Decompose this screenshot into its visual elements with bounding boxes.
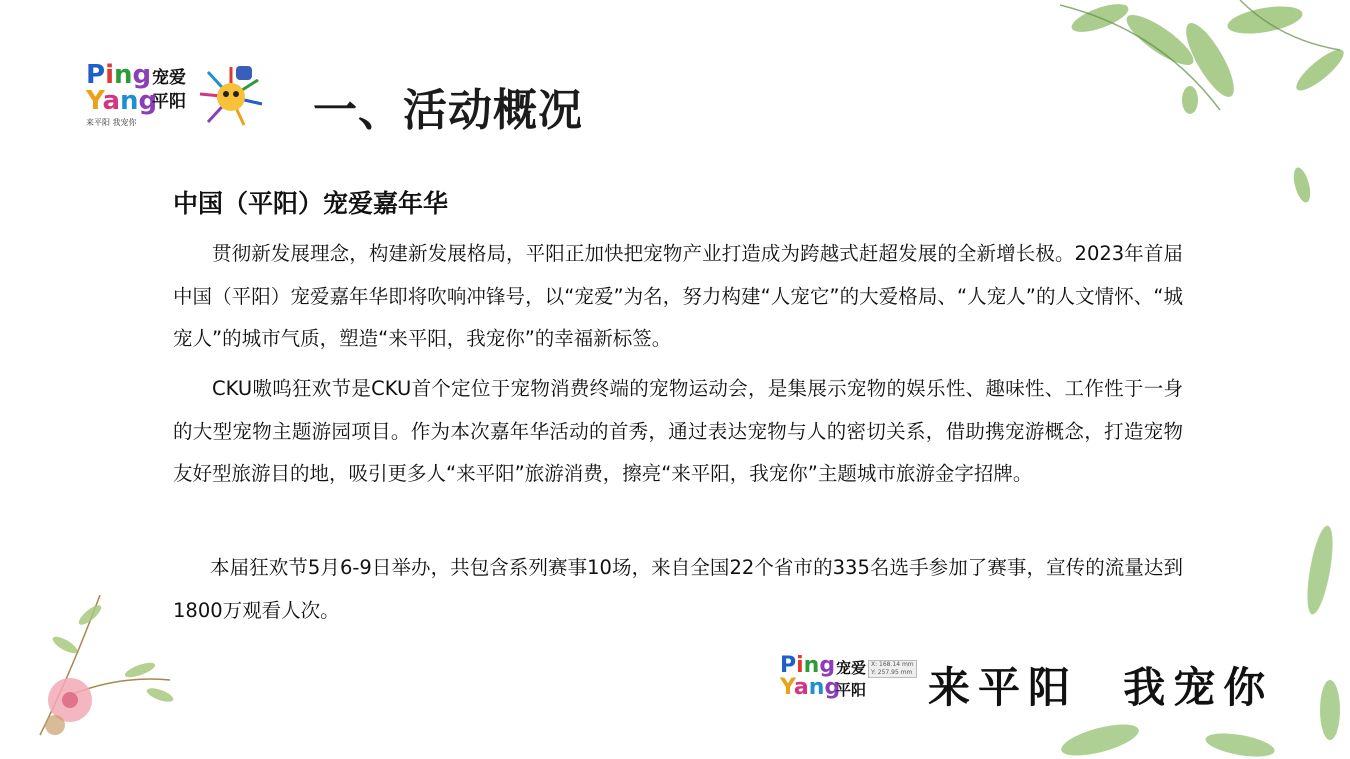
coordinate-readout xyxy=(868,660,917,678)
logo-word-bottom: Yang xyxy=(86,86,158,116)
paragraph-cku: CKU嗷呜狂欢节是CKU首个定位于宠物消费终端的宠物运动会，是集展示宠物的娱乐性、趣味性、工作性于一身的大型宠物主题游园项目。作为本次嘉年华活动的首秀，通过表达宠物与人的密切关系，借助携宠游概念，打造宠物友好型旅游目的地，吸引更多人“来平阳”旅游消费，擦亮“来平阳，我宠你”主题城市旅游金字招牌。 xyxy=(173,377,1183,485)
logo-word-top: Ping xyxy=(86,60,152,90)
paragraph-stats: 本届狂欢节5月6-9日举办，共包含系列赛事10场，来自全国22个省市的335名选手参加了赛事，宣传的流量达到1800万观看人次。 xyxy=(173,556,1183,622)
flower-decoration-bottom-left xyxy=(30,585,190,755)
logo-bottom-chinese-chars: 宠爱平阳 xyxy=(836,659,867,699)
leaf-decoration-top-right xyxy=(1040,0,1350,210)
coordinate-x: X: 168.14 mm xyxy=(871,661,914,668)
pingyang-logo xyxy=(86,62,266,132)
logo-bottom-word-bottom: Yang xyxy=(780,675,841,700)
mascot-icon xyxy=(196,62,266,128)
page-title: 一、活动概况 xyxy=(313,85,583,136)
slogan: 来平阳 我宠你 xyxy=(928,663,1274,712)
paragraph-intro: 贯彻新发展理念，构建新发展格局，平阳正加快把宠物产业打造成为跨越式赶超发展的全新增长极。2023年首届中国（平阳）宠爱嘉年华即将吹响冲锋号，以“宠爱”为名，努力构建“人宠它”的大爱格局、“人宠人”的人文情怀、“城宠人”的城市气质，塑造“来平阳，我宠你”的幸福新标签。 xyxy=(173,242,1183,350)
logo-chinese-chars: 宠爱平阳 xyxy=(152,68,186,112)
coordinate-y: Y: 257.95 mm xyxy=(871,669,913,676)
logo-bottom-word-top: Ping xyxy=(780,653,836,678)
logo-tagline: 来平阳 我宠你 xyxy=(86,118,137,127)
section-heading: 中国（平阳）宠爱嘉年华 xyxy=(173,189,449,218)
